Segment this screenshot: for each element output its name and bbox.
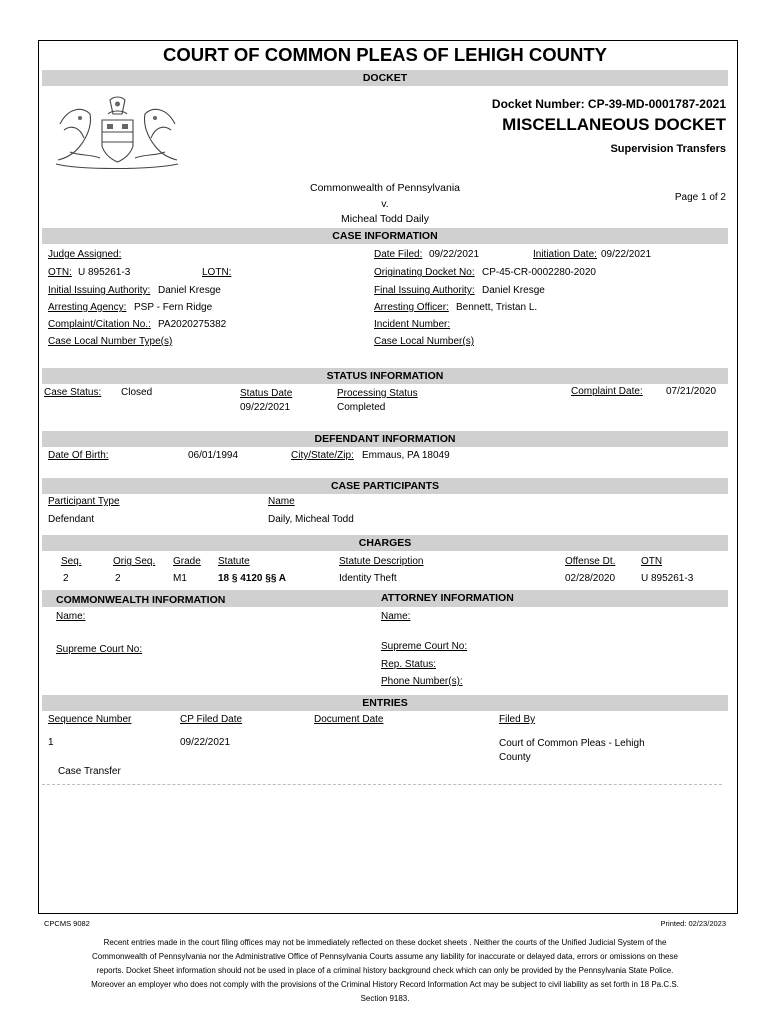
complaint-date: 07/21/2020	[666, 386, 717, 397]
date-filed-label: Date Filed:	[374, 249, 423, 260]
case-participants-band	[42, 478, 728, 494]
initiation-date: 09/22/2021	[601, 249, 652, 260]
caption-line-1: Commonwealth of Pennsylvania	[310, 182, 460, 194]
city-state-zip-label: City/State/Zip:	[291, 450, 354, 461]
phone-numbers-label: Phone Number(s):	[381, 676, 463, 687]
case-information-band	[42, 228, 728, 244]
charge-statute: 18 § 4120 §§ A	[218, 573, 287, 584]
disclaimer: Recent entries made in the court filing offices may not be immediately reflected on these docket sheets . Neither the courts of the Unified Judicial System of the Commonwealth of Pennsylvania nor the Administrative Office of Pennsylvania Courts assume any liability for inaccurate or delayed data, errors or omissions on these reports. Docket Sheet information should not be used in place of a criminal history background check which can only be provided by the Pennsylvania State Police. Moreover an employer who does not comply with the provisions of the Criminal History Record Information Act may be subject to civil liability as set forth in 18 Pa.C.S. Section 9183.	[91, 938, 679, 1003]
entry-sequence: 1	[48, 737, 54, 748]
printed-date: Printed: 02/23/2023	[660, 919, 726, 928]
charge-header-orig-seq: Orig Seq.	[113, 556, 156, 567]
complaint-date-label: Complaint Date:	[571, 386, 643, 397]
form-id: CPCMS 9082	[44, 919, 90, 928]
processing-status: Completed	[337, 402, 386, 413]
dob-label: Date Of Birth:	[48, 450, 109, 461]
city-state-zip: Emmaus, PA 18049	[362, 450, 450, 461]
initial-authority-label: Initial Issuing Authority:	[48, 285, 151, 296]
arresting-agency-label: Arresting Agency:	[48, 302, 127, 313]
caption-line-3: Micheal Todd Daily	[341, 213, 429, 225]
originating-docket-label: Originating Docket No:	[374, 267, 475, 278]
court-title: COURT OF COMMON PLEAS OF LEHIGH COUNTY	[163, 44, 607, 65]
entries-band	[42, 695, 728, 711]
participant-type-label: Participant Type	[48, 496, 120, 507]
charge-header-description: Statute Description	[339, 556, 424, 567]
originating-docket: CP-45-CR-0002280-2020	[482, 267, 596, 278]
defendant-information-title: DEFENDANT INFORMATION	[314, 433, 456, 445]
arresting-officer: Bennett, Tristan L.	[456, 302, 538, 313]
otn-label: OTN:	[48, 267, 72, 278]
status-information-title: STATUS INFORMATION	[326, 370, 444, 382]
entry-filed-by-line-2: County	[499, 752, 531, 763]
page-indicator: Page 1 of 2	[674, 192, 726, 203]
participant-type: Defendant	[48, 514, 95, 525]
complaint-number: PA2020275382	[158, 319, 227, 330]
initial-authority: Daniel Kresge	[158, 285, 221, 296]
participant-name: Daily, Micheal Todd	[268, 514, 354, 525]
charge-header-statute: Statute	[218, 556, 250, 567]
caption-line-2: v.	[381, 198, 389, 210]
rep-status-label: Rep. Status:	[381, 659, 437, 670]
date-filed: 09/22/2021	[429, 249, 480, 260]
commonwealth-supreme-court-label: Supreme Court No:	[56, 644, 143, 655]
case-information-title: CASE INFORMATION	[332, 230, 438, 242]
entry-filed-by-line-1: Court of Common Pleas - Lehigh	[499, 738, 645, 749]
attorney-supreme-court-label: Supreme Court No:	[381, 641, 468, 652]
final-authority-label: Final Issuing Authority:	[374, 285, 475, 296]
participant-name-label: Name	[268, 496, 295, 507]
entry-filed-date: 09/22/2021	[180, 737, 231, 748]
judge-label: Judge Assigned:	[48, 249, 122, 260]
docket-band	[42, 70, 728, 86]
defendant-information-band	[42, 431, 728, 447]
processing-status-label: Processing Status	[337, 388, 418, 399]
entries-header-document-date: Document Date	[314, 714, 384, 725]
charge-description: Identity Theft	[339, 573, 397, 584]
charge-offense-date: 02/28/2020	[565, 573, 616, 584]
entry-description: Case Transfer	[58, 766, 121, 777]
attorney-information-title: ATTORNEY INFORMATION	[381, 592, 514, 604]
commonwealth-name-label: Name:	[56, 611, 86, 622]
status-date: 09/22/2021	[240, 402, 291, 413]
docket-band-title: DOCKET	[362, 72, 408, 84]
arresting-agency: PSP - Fern Ridge	[134, 302, 213, 313]
coat-of-arms-icon	[50, 94, 185, 174]
attorney-name-label: Name:	[381, 611, 411, 622]
arresting-officer-label: Arresting Officer:	[374, 302, 449, 313]
entries-divider	[42, 784, 722, 785]
final-authority: Daniel Kresge	[482, 285, 545, 296]
local-number-type-label: Case Local Number Type(s)	[48, 336, 173, 347]
charge-seq: 2	[63, 573, 69, 584]
entries-title: ENTRIES	[362, 697, 408, 709]
charge-grade: M1	[173, 573, 187, 584]
dob: 06/01/1994	[188, 450, 239, 461]
entries-header-filed-by: Filed By	[499, 714, 536, 725]
entries-header-cp-filed-date: CP Filed Date	[180, 714, 243, 725]
status-information-band	[42, 368, 728, 384]
lotn-label: LOTN:	[202, 267, 232, 278]
complaint-label: Complaint/Citation No.:	[48, 319, 151, 330]
docket-subtype: Supervision Transfers	[610, 143, 726, 155]
case-status: Closed	[121, 387, 153, 398]
case-status-label: Case Status:	[44, 387, 102, 398]
charge-otn: U 895261-3	[641, 573, 694, 584]
commonwealth-information-title: COMMONWEALTH INFORMATION	[56, 594, 226, 606]
docket-number: Docket Number: CP-39-MD-0001787-2021	[491, 97, 726, 111]
charges-band	[42, 535, 728, 551]
charges-title: CHARGES	[358, 537, 412, 549]
incident-number-label: Incident Number:	[374, 319, 451, 330]
initiation-date-label: Initiation Date:	[533, 249, 597, 260]
case-participants-title: CASE PARTICIPANTS	[330, 480, 440, 492]
entries-header-sequence: Sequence Number	[48, 714, 132, 725]
charge-header-seq: Seq.	[61, 556, 82, 567]
otn: U 895261-3	[78, 267, 131, 278]
local-number-label: Case Local Number(s)	[374, 336, 475, 347]
charge-header-offense-date: Offense Dt.	[565, 556, 616, 567]
charge-header-otn: OTN	[641, 556, 663, 567]
charge-header-grade: Grade	[173, 556, 201, 567]
status-date-label: Status Date	[240, 388, 293, 399]
docket-type: MISCELLANEOUS DOCKET	[502, 115, 726, 134]
charge-orig-seq: 2	[115, 573, 121, 584]
